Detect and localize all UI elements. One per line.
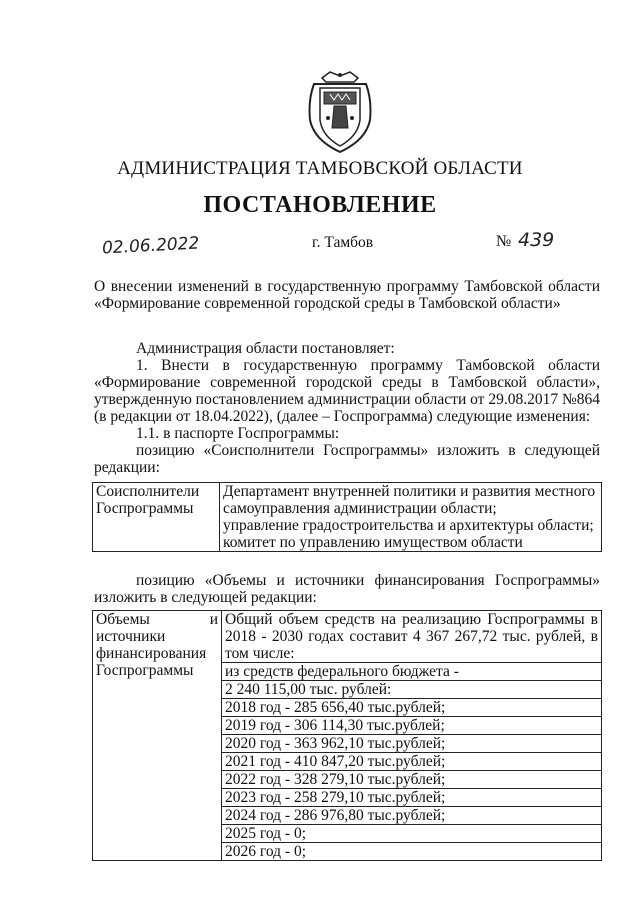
table-content-line: комитет по управлению имуществом области (223, 534, 523, 551)
coat-of-arms-emblem (300, 70, 380, 156)
table-label-line: Госпрограммы (96, 500, 194, 517)
item1-line-2: «Формирование современной городской среды в Тамбовской области», (94, 374, 600, 391)
position1-line-1: позицию «Соисполнители Госпрограммы» изложить в следующей (136, 442, 600, 459)
financing-table (92, 610, 602, 861)
financing-total: Общий объем средств на реализацию Госпрограммы в 2018 - 2030 годах составит 4 367 267,72 тыс. рублей, в том числе: (222, 611, 601, 663)
table-content-line: Департамент внутренней политики и развития местного (223, 483, 596, 500)
table-label-line (96, 611, 218, 628)
document-number: 439 (518, 229, 555, 251)
document-city: г. Тамбов (312, 234, 374, 251)
organization-title: АДМИНИСТРАЦИЯ ТАМБОВСКОЙ ОБЛАСТИ (117, 158, 523, 179)
financing-row: 2026 год - 0; (225, 843, 307, 860)
position2-line-2: изложить в следующей редакции: (94, 589, 317, 606)
table-label-line: Соисполнители (96, 483, 200, 500)
position1-line-2: редакции: (94, 459, 160, 476)
financing-row: 2023 год - 258 279,10 тыс.рублей; (222, 789, 601, 807)
item1-line-4: (в редакции от 18.04.2022), (далее – Госпрограмма) следующие изменения: (94, 408, 591, 425)
item1-line-3: утвержденную постановлением администрации области от 29.08.2017 №864 (94, 391, 600, 408)
table-row (93, 483, 602, 552)
financing-row: 2025 год - 0; (222, 825, 601, 843)
table-content-line: самоуправления администрации области; (223, 500, 497, 517)
financing-row: из средств федерального бюджета - (222, 663, 601, 681)
table-label-line: источники (96, 628, 166, 645)
table-content-line: управление градостроительства и архитектуры области; (223, 517, 594, 534)
table-content-cell (222, 611, 602, 861)
table-label-cell (93, 483, 220, 552)
item-1-1: 1.1. в паспорте Госпрограммы: (136, 425, 340, 442)
document-subject-line-1: О внесении изменений в государственную программу Тамбовской области (94, 278, 600, 295)
table-label-word: Объемы (96, 611, 150, 628)
financing-row: 2024 год - 286 976,80 тыс.рублей; (222, 807, 601, 825)
table-content-cell (220, 483, 602, 552)
document-date: 02.06.2022 (101, 233, 200, 259)
coexecutors-table (92, 482, 602, 552)
document-subject-line-2: «Формирование современной городской среды в Тамбовской области» (94, 295, 561, 312)
financing-row: 2022 год - 328 279,10 тыс.рублей; (222, 771, 601, 789)
item1-line-1: 1. Внести в государственную программу Тамбовской области (136, 357, 600, 374)
table-label-line: финансирования (96, 645, 207, 662)
financing-row: 2021 год - 410 847,20 тыс.рублей; (222, 753, 601, 771)
table-label-word: и (209, 611, 218, 628)
document-type-heading: ПОСТАНОВЛЕНИЕ (203, 192, 437, 218)
intro-text: Администрация области постановляет: (136, 340, 395, 357)
table-label-cell (93, 611, 222, 861)
position2-line-1: позицию «Объемы и источники финансирования Госпрограммы» (136, 572, 600, 589)
financing-row: 2018 год - 285 656,40 тыс.рублей; (222, 699, 601, 717)
financing-row: 2020 год - 363 962,10 тыс.рублей; (222, 735, 601, 753)
document-number-label: № (496, 233, 512, 250)
financing-row: 2019 год - 306 114,30 тыс.рублей; (222, 717, 601, 735)
financing-row: 2 240 115,00 тыс. рублей: (222, 681, 601, 699)
table-row (93, 611, 602, 861)
table-label-line: Госпрограммы (96, 662, 194, 679)
